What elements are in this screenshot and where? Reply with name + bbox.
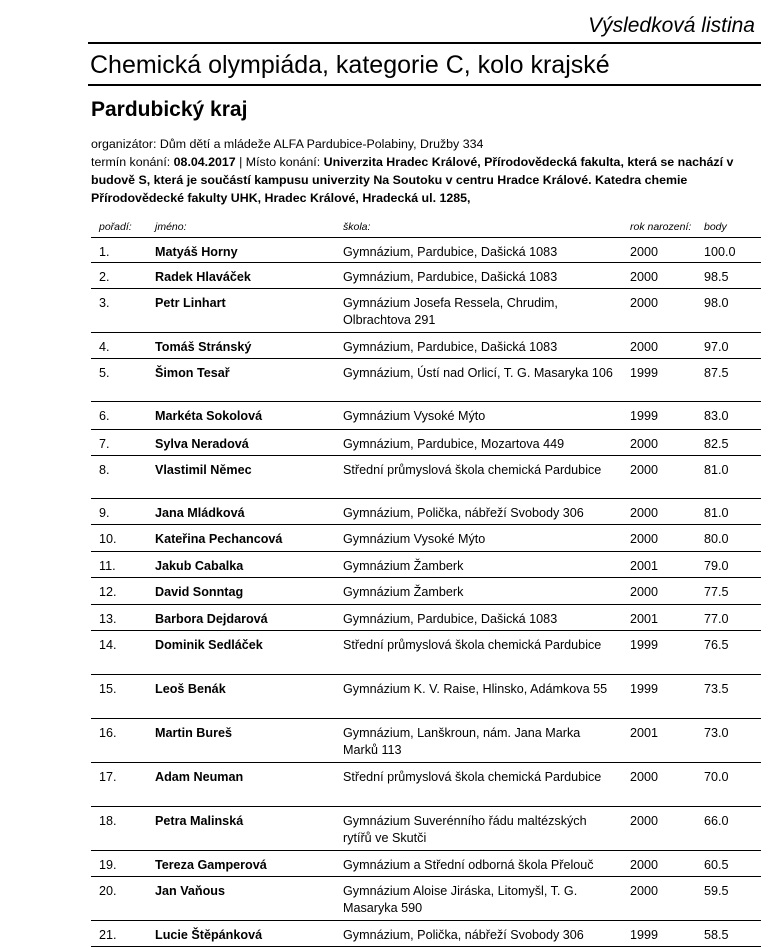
event-info <box>91 135 761 207</box>
row-name: Vlastimil Němec <box>155 463 252 477</box>
row-name: Petra Malinská <box>155 814 244 828</box>
table-header <box>91 217 761 238</box>
row-school: Gymnázium, Pardubice, Dašická 1083 <box>343 612 558 626</box>
header-year: rok narození: <box>630 221 692 233</box>
place-label: Místo konání: <box>245 155 321 169</box>
separator: | <box>239 155 243 169</box>
table-row <box>91 675 761 719</box>
table-row <box>91 333 761 359</box>
row-year: 2000 <box>630 532 659 546</box>
row-name: Matyáš Horny <box>155 245 238 259</box>
row-year: 2000 <box>630 585 659 599</box>
table-row <box>91 238 761 263</box>
row-rank: 6. <box>99 409 110 423</box>
row-points: 81.0 <box>704 506 729 520</box>
row-name: Martin Bureš <box>155 726 232 740</box>
row-rank: 11. <box>99 559 116 573</box>
row-school: Gymnázium, Polička, nábřeží Svobody 306 <box>343 928 584 942</box>
row-school: Gymnázium, Polička, nábřeží Svobody 306 <box>343 506 584 520</box>
row-points: 77.0 <box>704 612 729 626</box>
table-row <box>91 763 761 807</box>
row-points: 82.5 <box>704 437 729 451</box>
organizer-label: organizátor: <box>91 137 157 151</box>
row-school: Gymnázium, Pardubice, Dašická 1083 <box>343 270 558 284</box>
row-name: Tomáš Stránský <box>155 340 252 354</box>
table-row <box>91 499 761 525</box>
row-name: Petr Linhart <box>155 296 226 310</box>
row-rank: 4. <box>99 340 110 354</box>
row-year: 2000 <box>630 506 659 520</box>
date-label: termín konání: <box>91 155 171 169</box>
row-rank: 9. <box>99 506 110 520</box>
header-rank: pořadí: <box>99 221 132 233</box>
row-school: Gymnázium Suverénního řádu maltézských rytířů ve Skutči <box>343 814 587 845</box>
title-rule <box>88 84 761 86</box>
row-points: 81.0 <box>704 463 729 477</box>
row-year: 1999 <box>630 638 659 652</box>
row-name: Markéta Sokolová <box>155 409 263 423</box>
row-rank: 16. <box>99 726 117 740</box>
table-row <box>91 359 761 402</box>
table-row <box>91 631 761 675</box>
row-name: Radek Hlaváček <box>155 270 251 284</box>
row-year: 2000 <box>630 858 659 872</box>
row-points: 79.0 <box>704 559 729 573</box>
row-points: 76.5 <box>704 638 729 652</box>
row-year: 2001 <box>630 726 659 740</box>
row-name: Jan Vaňous <box>155 884 225 898</box>
row-name: David Sonntag <box>155 585 244 599</box>
table-row <box>91 263 761 289</box>
row-rank: 3. <box>99 296 110 310</box>
region-heading: Pardubický kraj <box>91 98 248 121</box>
row-points: 98.5 <box>704 270 729 284</box>
row-name: Šimon Tesař <box>155 366 230 380</box>
row-points: 73.5 <box>704 682 729 696</box>
row-points: 70.0 <box>704 770 729 784</box>
row-rank: 20. <box>99 884 117 898</box>
row-rank: 14. <box>99 638 117 652</box>
organizer-line <box>91 135 761 153</box>
row-rank: 21. <box>99 928 117 942</box>
row-year: 2000 <box>630 296 659 310</box>
row-year: 2000 <box>630 437 659 451</box>
row-rank: 18. <box>99 814 117 828</box>
header-points: body <box>704 221 727 233</box>
row-year: 2001 <box>630 612 659 626</box>
top-rule <box>88 42 761 44</box>
header-name: jméno: <box>155 221 187 233</box>
row-rank: 17. <box>99 770 117 784</box>
row-school: Gymnázium, Ústí nad Orlicí, T. G. Masaryka 106 <box>343 366 613 380</box>
row-points: 97.0 <box>704 340 729 354</box>
table-row <box>91 578 761 605</box>
row-name: Jakub Cabalka <box>155 559 244 573</box>
table-row <box>91 807 761 851</box>
row-name: Lucie Štěpánková <box>155 928 263 942</box>
row-name: Dominik Sedláček <box>155 638 263 652</box>
row-rank: 10. <box>99 532 117 546</box>
row-rank: 5. <box>99 366 110 380</box>
row-rank: 8. <box>99 463 110 477</box>
row-points: 77.5 <box>704 585 729 599</box>
row-name: Adam Neuman <box>155 770 244 784</box>
row-name: Jana Mládková <box>155 506 245 520</box>
row-school: Střední průmyslová škola chemická Pardubice <box>343 770 602 784</box>
row-school: Gymnázium, Pardubice, Dašická 1083 <box>343 245 558 259</box>
table-row <box>91 719 761 763</box>
header-school: škola: <box>343 221 371 233</box>
row-rank: 1. <box>99 245 110 259</box>
row-year: 2000 <box>630 814 659 828</box>
row-year: 2000 <box>630 245 659 259</box>
document-title: Chemická olympiáda, kategorie C, kolo krajské <box>90 51 610 79</box>
table-row <box>91 402 761 430</box>
row-rank: 15. <box>99 682 117 696</box>
document-header-label: Výsledková listina <box>588 14 755 37</box>
table-row <box>91 921 761 947</box>
table-row <box>91 851 761 877</box>
table-row <box>91 552 761 578</box>
row-school: Gymnázium, Lanškroun, nám. Jana Marka Marků 113 <box>343 726 581 757</box>
row-points: 59.5 <box>704 884 729 898</box>
row-year: 2000 <box>630 463 659 477</box>
row-year: 2000 <box>630 884 659 898</box>
date-place-line <box>91 153 761 207</box>
row-points: 80.0 <box>704 532 729 546</box>
row-name: Barbora Dejdarová <box>155 612 268 626</box>
row-year: 1999 <box>630 409 659 423</box>
table-row <box>91 289 761 333</box>
row-points: 100.0 <box>704 245 736 259</box>
row-rank: 12. <box>99 585 117 599</box>
row-school: Střední průmyslová škola chemická Pardubice <box>343 638 602 652</box>
row-school: Střední průmyslová škola chemická Pardubice <box>343 463 602 477</box>
row-name: Sylva Neradová <box>155 437 249 451</box>
row-points: 83.0 <box>704 409 729 423</box>
table-row <box>91 877 761 921</box>
row-school: Gymnázium, Pardubice, Dašická 1083 <box>343 340 558 354</box>
row-school: Gymnázium Josefa Ressela, Chrudim, Olbrachtova 291 <box>343 296 558 327</box>
row-year: 1999 <box>630 928 659 942</box>
table-row <box>91 456 761 499</box>
row-year: 2000 <box>630 270 659 284</box>
row-year: 2000 <box>630 770 659 784</box>
row-name: Leoš Benák <box>155 682 226 696</box>
date-value: 08.04.2017 <box>173 155 236 169</box>
row-school: Gymnázium Vysoké Mýto <box>343 532 486 546</box>
row-rank: 19. <box>99 858 117 872</box>
row-points: 87.5 <box>704 366 729 380</box>
row-points: 66.0 <box>704 814 729 828</box>
row-year: 1999 <box>630 366 659 380</box>
row-year: 2001 <box>630 559 659 573</box>
row-name: Kateřina Pechancová <box>155 532 283 546</box>
row-points: 98.0 <box>704 296 729 310</box>
row-year: 1999 <box>630 682 659 696</box>
row-points: 60.5 <box>704 858 729 872</box>
row-rank: 13. <box>99 612 117 626</box>
table-row <box>91 430 761 456</box>
row-school: Gymnázium Vysoké Mýto <box>343 409 486 423</box>
row-school: Gymnázium K. V. Raise, Hlinsko, Adámkova 55 <box>343 682 608 696</box>
row-points: 58.5 <box>704 928 729 942</box>
row-school: Gymnázium Aloise Jiráska, Litomyšl, T. G. Masaryka 590 <box>343 884 578 915</box>
row-year: 2000 <box>630 340 659 354</box>
table-row <box>91 605 761 631</box>
table-row <box>91 525 761 552</box>
results-table <box>91 217 761 947</box>
row-points: 73.0 <box>704 726 729 740</box>
row-school: Gymnázium Žamberk <box>343 559 464 573</box>
row-name: Tereza Gamperová <box>155 858 267 872</box>
row-rank: 7. <box>99 437 110 451</box>
row-school: Gymnázium Žamberk <box>343 585 464 599</box>
place-value: Univerzita Hradec Králové, Přírodovědecká fakulta, která se nachází v budově S, která je součástí kampusu univerzity Na Soutoku v centru Hradce Králové. Katedra chemie Přírodovědecké fakulty UHK, Hradec Králové, Hradecká ul. 1285, <box>91 155 734 205</box>
row-school: Gymnázium, Pardubice, Mozartova 449 <box>343 437 565 451</box>
row-school: Gymnázium a Střední odborná škola Přelouč <box>343 858 594 872</box>
organizer-value: Dům dětí a mládeže ALFA Pardubice-Polabiny, Družby 334 <box>159 137 484 151</box>
row-rank: 2. <box>99 270 110 284</box>
